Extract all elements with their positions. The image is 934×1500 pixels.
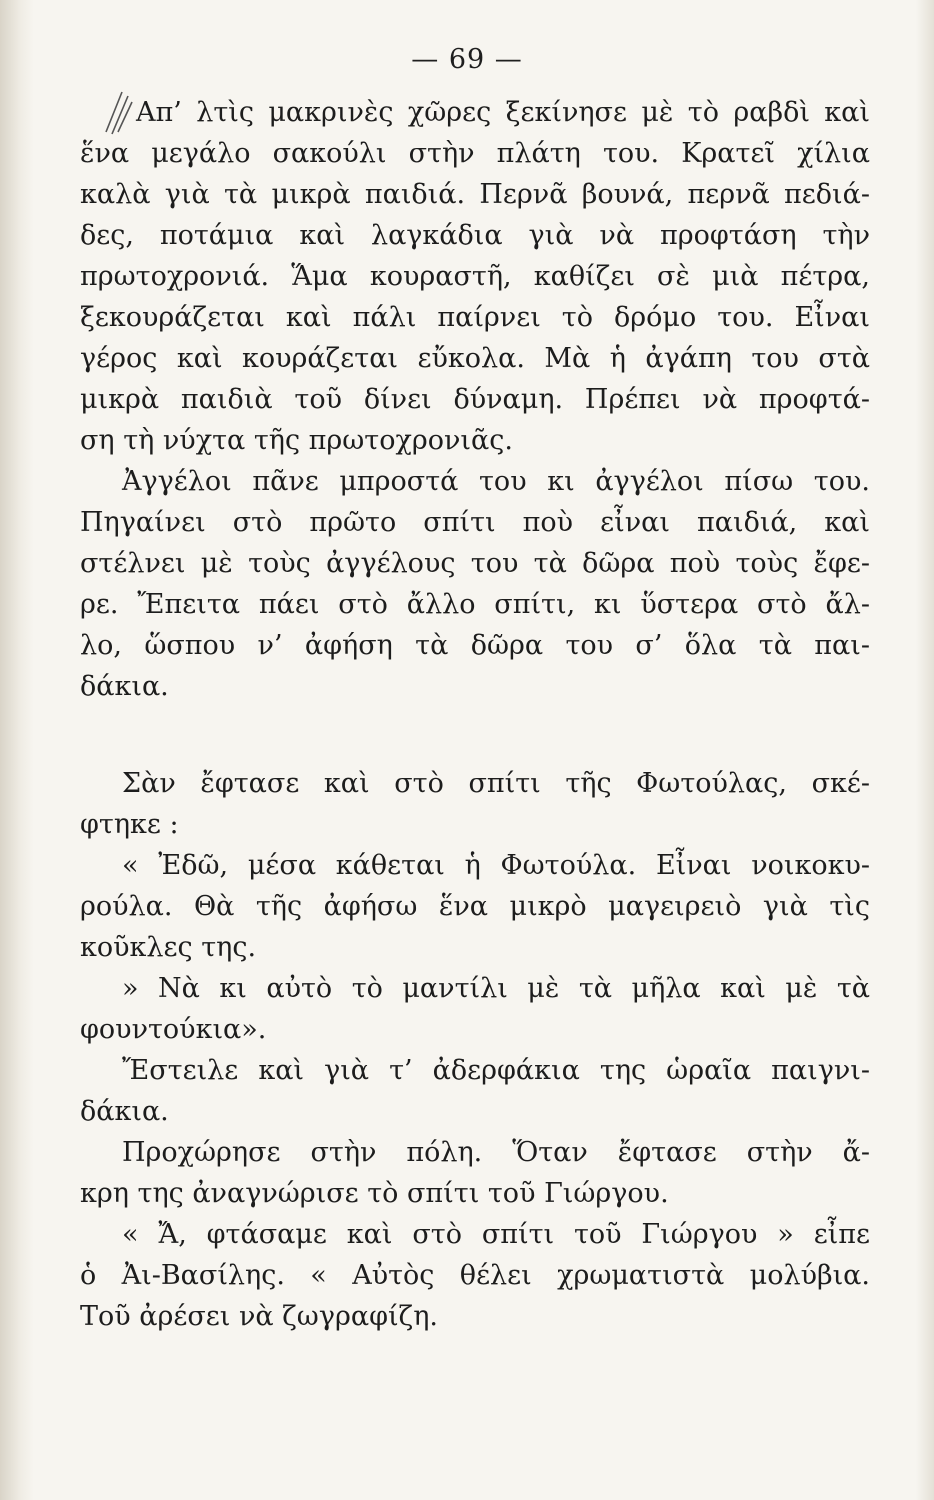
text-line: ὁ Ἀι-Βασίλης. « Αὐτὸς θέλει χρωματιστὰ μολύβια. <box>80 1260 870 1291</box>
text-line: ση τὴ νύχτα τῆς πρωτοχρονιᾶς. <box>80 425 513 456</box>
text-line: Τοῦ ἀρέσει νὰ ζωγραφίζη. <box>80 1301 438 1332</box>
text-line: Πηγαίνει στὸ πρῶτο σπίτι ποὺ εἶναι παιδιά, καὶ <box>80 507 870 538</box>
section-gap <box>80 707 870 763</box>
text-line: Σὰν ἔφτασε καὶ στὸ σπίτι τῆς Φωτούλας, σκέ- <box>122 768 870 799</box>
text-line: Ἀγγέλοι πᾶνε μπροστά του κι ἀγγέλοι πίσω του. <box>122 466 870 497</box>
text-line: Ἔστειλε καὶ γιὰ τ’ ἀδερφάκια της ὡραῖα παιγνι- <box>122 1055 870 1086</box>
text-line: δάκια. <box>80 1096 169 1127</box>
text-line: κοῦκλες της. <box>80 932 257 963</box>
text-line: » Νὰ κι αὐτὸ τὸ μαντίλι μὲ τὰ μῆλα καὶ μὲ τὰ <box>122 973 870 1004</box>
text-line: ρούλα. Θὰ τῆς ἀφήσω ἕνα μικρὸ μαγειρειὸ γιὰ τὶς <box>80 891 870 922</box>
text-line: Προχώρησε στὴν πόλη. Ὅταν ἔφτασε στὴν ἄ- <box>122 1137 870 1168</box>
text-line: ξεκουράζεται καὶ πάλι παίρνει τὸ δρόμο του. Εἶναι <box>80 302 870 333</box>
binding-shadow <box>0 0 34 1500</box>
edge-shadow <box>916 0 934 1500</box>
text-line: γέρος καὶ κουράζεται εὔκολα. Μὰ ἡ ἀγάπη του στὰ <box>80 343 870 374</box>
text-line: « Ἄ, φτάσαμε καὶ στὸ σπίτι τοῦ Γιώργου » εἶπε <box>122 1219 870 1250</box>
text-line: φτηκε : <box>80 809 179 840</box>
text-line: μικρὰ παιδιὰ τοῦ δίνει δύναμη. Πρέπει νὰ προφτά- <box>80 384 870 415</box>
text-line: ρε. Ἔπειτα πάει στὸ ἄλλο σπίτι, κι ὕστερα στὸ ἄλ- <box>80 589 870 620</box>
text-line: δάκια. <box>80 671 169 702</box>
text-line: « Ἐδῶ, μέσα κάθεται ἡ Φωτούλα. Εἶναι νοικοκυ- <box>122 850 870 881</box>
text-line: στέλνει μὲ τοὺς ἀγγέλους του τὰ δῶρα ποὺ τοὺς ἔφε- <box>80 548 870 579</box>
text-line: λο, ὥσπου ν’ ἀφήση τὰ δῶρα του σ’ ὅλα τὰ παι- <box>80 630 870 661</box>
page-number: — 69 — <box>411 44 523 75</box>
text-line: δες, ποτάμια καὶ λαγκάδια γιὰ νὰ προφτάση τὴν <box>80 220 870 251</box>
body-text <box>80 92 870 1337</box>
text-line: κρη της ἀναγνώρισε τὸ σπίτι τοῦ Γιώργου. <box>80 1178 669 1209</box>
text-line: καλὰ γιὰ τὰ μικρὰ παιδιά. Περνᾶ βουνά, περνᾶ πεδιά- <box>80 179 870 210</box>
text-line: Απ’ λτὶς μακρινὲς χῶρες ξεκίνησε μὲ τὸ ραβδὶ καὶ <box>136 97 870 128</box>
text-line: ἕνα μεγάλο σακούλι στὴν πλάτη του. Κρατεῖ χίλια <box>80 138 870 169</box>
text-line: φουντούκια». <box>80 1014 267 1045</box>
text-line: πρωτοχρονιά. Ἅμα κουραστῆ, καθίζει σὲ μιὰ πέτρα, <box>80 261 870 292</box>
